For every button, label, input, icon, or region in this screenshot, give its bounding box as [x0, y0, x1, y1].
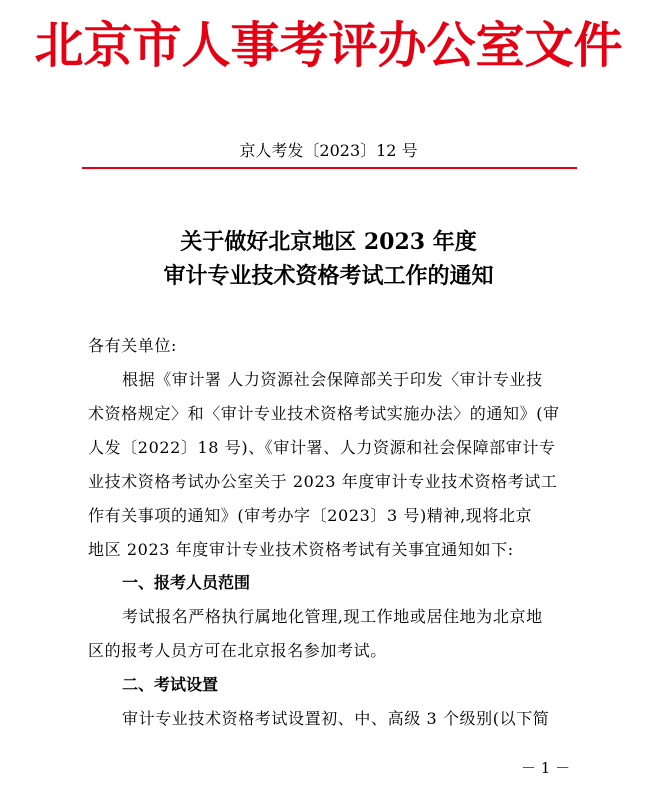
section1-paragraph-line: 区的报考人员方可在北京报名参加考试。: [88, 641, 387, 660]
intro-paragraph-line: 地区 2023 年度审计专业技术资格考试有关事宜通知如下:: [88, 540, 514, 559]
document-title-line-2: 审计专业技术资格考试工作的通知: [163, 263, 494, 289]
intro-paragraph-line: 作有关事项的通知》(审考办字〔2023〕3 号)精神,现将北京: [88, 506, 533, 525]
issuing-authority-header: 北京市人事考评办公室文件: [34, 16, 623, 74]
document-title-line-1: 关于做好北京地区 2023 年度: [180, 229, 477, 255]
intro-paragraph-line: 术资格规定〉和〈审计专业技术资格考试实施办法〉的通知》(审: [88, 404, 560, 423]
section2-paragraph-line: 审计专业技术资格考试设置初、中、高级 3 个级别(以下简: [122, 709, 550, 728]
intro-paragraph-line: 人发〔2022〕18 号)、《审计署、人力资源和社会保障部审计专: [88, 438, 556, 457]
intro-paragraph-line: 根据《审计署 人力资源社会保障部关于印发〈审计专业技: [122, 370, 543, 389]
red-divider-line: [82, 167, 577, 169]
document-number: 京人考发〔2023〕12 号: [239, 141, 418, 160]
intro-paragraph-line: 业技术资格考试办公室关于 2023 年度审计专业技术资格考试工: [88, 472, 558, 491]
salutation: 各有关单位:: [88, 336, 177, 355]
page-number-text: － 1 －: [521, 759, 571, 777]
section-heading-scope: 一、报考人员范围: [122, 573, 251, 592]
section-heading-exam-setup: 二、考试设置: [122, 675, 219, 694]
section1-paragraph-line: 考试报名严格执行属地化管理,现工作地或居住地为北京地: [122, 607, 543, 626]
